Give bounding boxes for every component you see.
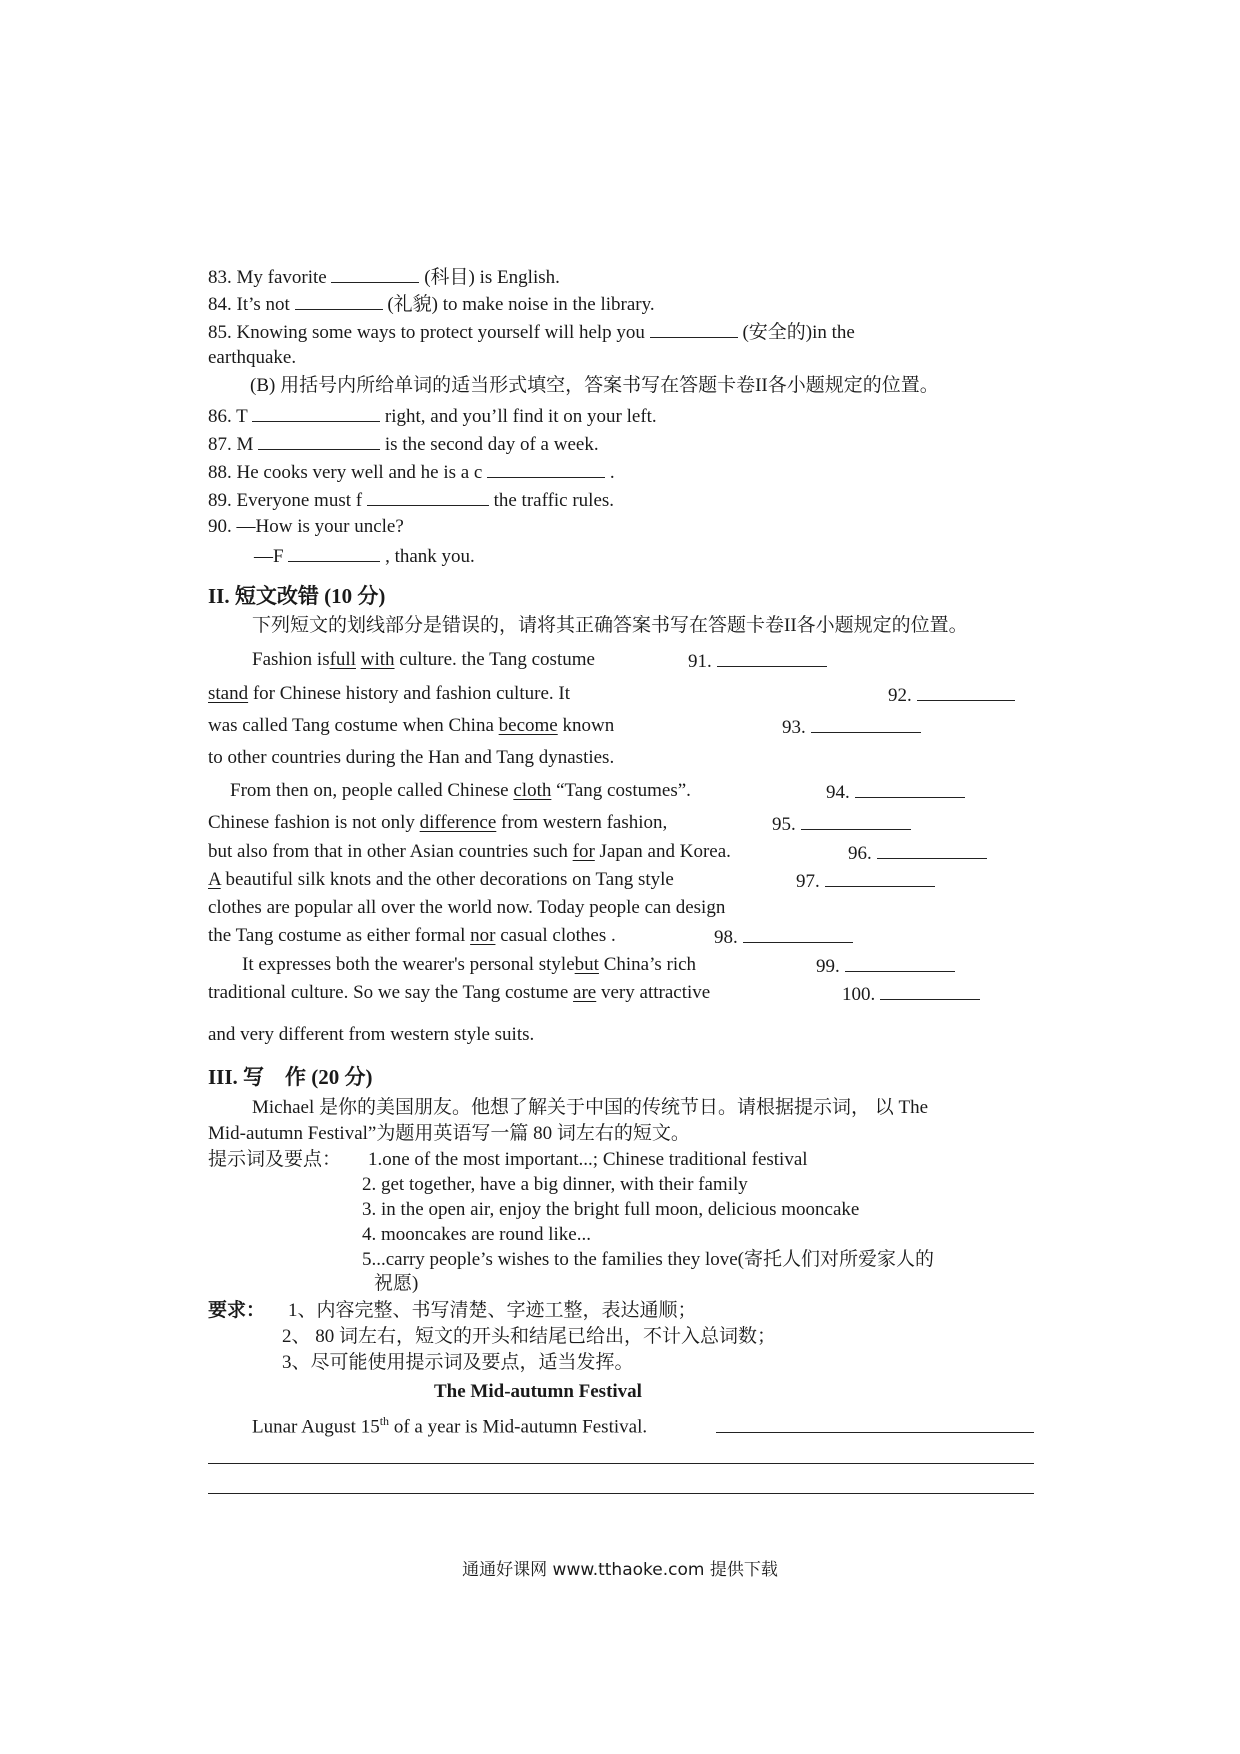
- writing-intro-line-1: Michael 是你的美国朋友。他想了解关于中国的传统节日。请根据提示词， 以 The: [252, 1097, 929, 1118]
- answer-number: 99.: [816, 956, 840, 977]
- answer-blank[interactable]: [825, 868, 935, 887]
- section-2-heading: II. 短文改错 (10 分): [208, 584, 386, 608]
- answer-93: [782, 714, 921, 740]
- answer-100: [842, 981, 980, 1007]
- hint-item: 4. mooncakes are round like...: [362, 1224, 591, 1245]
- writing-line[interactable]: [716, 1432, 1034, 1433]
- passage-line-8: [208, 868, 674, 892]
- passage-line-12: [208, 981, 710, 1005]
- passage-line-4: to other countries during the Han and Tang dynasties.: [208, 747, 615, 768]
- error-underline: stand: [208, 683, 249, 704]
- passage-text: was called Tang costume when China: [208, 715, 499, 736]
- q86-blank[interactable]: [252, 403, 380, 422]
- question-87: [208, 431, 599, 457]
- q89-text: 89. Everyone must f: [208, 490, 363, 511]
- essay-start-text: Lunar August 15: [252, 1416, 380, 1438]
- answer-number: 91.: [688, 651, 712, 672]
- answer-91: [688, 648, 827, 674]
- q87-text: 87. M: [208, 434, 254, 455]
- error-underline: difference: [419, 812, 497, 833]
- q90-blank[interactable]: [288, 543, 380, 562]
- q85-blank[interactable]: [650, 319, 738, 338]
- writing-line[interactable]: [208, 1493, 1034, 1494]
- answer-number: 93.: [782, 717, 806, 738]
- answer-number: 94.: [826, 782, 850, 803]
- question-90: 90. —How is your uncle?: [208, 516, 404, 537]
- hint-item: 1.one of the most important...; Chinese traditional festival: [368, 1149, 808, 1170]
- answer-blank[interactable]: [717, 648, 827, 667]
- answer-96: [848, 840, 987, 866]
- passage-text: It expresses both the wearer's personal style: [242, 954, 575, 975]
- q83-text-post: (科目) is English.: [424, 267, 560, 288]
- q85-continuation: earthquake.: [208, 347, 297, 368]
- essay-start-text: of a year is Mid-autumn Festival.: [389, 1416, 648, 1438]
- q87-text-post: is the second day of a week.: [384, 434, 599, 455]
- answer-94: [826, 779, 965, 805]
- question-90-answer: [254, 543, 475, 569]
- answer-95: [772, 811, 911, 837]
- question-83: [208, 264, 560, 290]
- passage-text: Japan and Korea.: [594, 841, 731, 862]
- answer-number: 95.: [772, 814, 796, 835]
- q88-blank[interactable]: [487, 459, 605, 478]
- question-89: [208, 487, 614, 513]
- passage-text: China’s rich: [598, 954, 697, 975]
- passage-line-3: [208, 714, 614, 738]
- answer-92: [888, 682, 1015, 708]
- passage-text: Chinese fashion is not only: [208, 812, 420, 833]
- error-underline: nor: [470, 925, 496, 946]
- error-underline: but: [574, 954, 599, 975]
- writing-line[interactable]: [208, 1463, 1034, 1464]
- question-84: [208, 291, 655, 317]
- essay-start-line: [252, 1409, 647, 1439]
- requirement-item: 3、尽可能使用提示词及要点，适当发挥。: [282, 1352, 634, 1373]
- error-underline: A: [208, 869, 221, 890]
- error-underline: for: [572, 841, 595, 862]
- answer-blank[interactable]: [845, 953, 955, 972]
- error-underline: become: [498, 715, 558, 736]
- hint-item: 3. in the open air, enjoy the bright full moon, delicious mooncake: [362, 1199, 860, 1220]
- question-88: [208, 459, 615, 485]
- q87-blank[interactable]: [258, 431, 380, 450]
- writing-intro-line-2: Mid-autumn Festival”为题用英语写一篇 80 词左右的短文。: [208, 1123, 690, 1144]
- q84-text: 84. It’s not: [208, 294, 290, 315]
- passage-text: very attractive: [596, 982, 711, 1003]
- error-underline: full: [329, 649, 356, 670]
- passage-text: the Tang costume as either formal: [208, 925, 471, 946]
- passage-line-13: and very different from western style suits.: [208, 1024, 535, 1045]
- q88-text-post: .: [609, 462, 615, 483]
- passage-text: but also from that in other Asian countries such: [208, 841, 573, 862]
- answer-99: [816, 953, 955, 979]
- hint-item-continuation: 祝愿): [374, 1273, 419, 1294]
- passage-text: traditional culture. So we say the Tang costume: [208, 982, 574, 1003]
- passage-line-1: [252, 648, 595, 672]
- q89-blank[interactable]: [367, 487, 489, 506]
- essay-start-superscript: th: [379, 1414, 390, 1428]
- answer-blank[interactable]: [801, 811, 911, 830]
- q89-text-post: the traffic rules.: [493, 490, 615, 511]
- question-85: [208, 319, 855, 345]
- hint-item: 5...carry people’s wishes to the families they love(寄托人们对所爱家人的: [362, 1249, 935, 1270]
- passage-text: From then on, people called Chinese: [230, 780, 514, 801]
- q90-text-post: , thank you.: [385, 546, 475, 567]
- answer-blank[interactable]: [743, 924, 853, 943]
- q83-blank[interactable]: [331, 264, 419, 283]
- passage-text: “Tang costumes”.: [551, 780, 691, 801]
- section-3-heading: III. 写 作 (20 分): [208, 1065, 373, 1089]
- q90-text: —F: [254, 546, 284, 567]
- passage-text: known: [557, 715, 615, 736]
- answer-number: 100.: [842, 984, 876, 1005]
- passage-line-6: [208, 811, 667, 835]
- requirement-item: 1、内容完整、书写清楚、字迹工整，表达通顺；: [288, 1300, 697, 1321]
- q86-text-post: right, and you’ll find it on your left.: [384, 406, 657, 427]
- q85-text-post: (安全的)in the: [742, 322, 855, 343]
- answer-blank[interactable]: [880, 981, 980, 1000]
- answer-blank[interactable]: [855, 779, 965, 798]
- answer-97: [796, 868, 935, 894]
- q85-text: 85. Knowing some ways to protect yourself will help you: [208, 322, 645, 343]
- error-underline: with: [360, 649, 395, 670]
- part-b-instruction: (B) 用括号内所给单词的适当形式填空，答案书写在答题卡卷II各小题规定的位置。: [250, 375, 939, 396]
- answer-blank[interactable]: [811, 714, 921, 733]
- error-underline: are: [573, 982, 597, 1003]
- passage-text: from western fashion,: [496, 812, 668, 833]
- passage-text: casual clothes .: [495, 925, 616, 946]
- q88-text: 88. He cooks very well and he is a c: [208, 462, 483, 483]
- requirement-item: 2、 80 词左右，短文的开头和结尾已给出，不计入总词数；: [282, 1326, 777, 1347]
- section-2-instruction: 下列短文的划线部分是错误的，请将其正确答案书写在答题卡卷II各小题规定的位置。: [252, 615, 968, 636]
- passage-line-9: clothes are popular all over the world now. Today people can design: [208, 897, 726, 918]
- answer-blank[interactable]: [917, 682, 1015, 701]
- answer-number: 97.: [796, 871, 820, 892]
- answer-blank[interactable]: [877, 840, 987, 859]
- error-underline: cloth: [513, 780, 552, 801]
- answer-number: 98.: [714, 927, 738, 948]
- essay-title: The Mid-autumn Festival: [434, 1381, 642, 1402]
- answer-number: 96.: [848, 843, 872, 864]
- hint-item: 2. get together, have a big dinner, with their family: [362, 1174, 748, 1195]
- q84-blank[interactable]: [295, 291, 383, 310]
- question-86: [208, 403, 657, 429]
- answer-number: 92.: [888, 685, 912, 706]
- q83-text: 83. My favorite: [208, 267, 327, 288]
- requirements-label: 要求：: [208, 1300, 266, 1321]
- passage-line-10: [208, 924, 616, 948]
- passage-line-7: [208, 840, 731, 864]
- passage-line-2: [208, 682, 570, 706]
- passage-text: beautiful silk knots and the other decorations on Tang style: [220, 869, 674, 890]
- passage-text: for Chinese history and fashion culture. It: [248, 683, 570, 704]
- page-footer: 通通好课网 www.tthaoke.com 提供下载: [462, 1560, 778, 1580]
- passage-text: culture. the Tang costume: [394, 649, 595, 670]
- answer-98: [714, 924, 853, 950]
- q84-text-post: (礼貌) to make noise in the library.: [387, 294, 655, 315]
- passage-text: Fashion is: [252, 649, 330, 670]
- q86-text: 86. T: [208, 406, 248, 427]
- passage-line-5: [230, 779, 691, 803]
- hints-label: 提示词及要点：: [208, 1149, 342, 1170]
- passage-line-11: [242, 953, 696, 977]
